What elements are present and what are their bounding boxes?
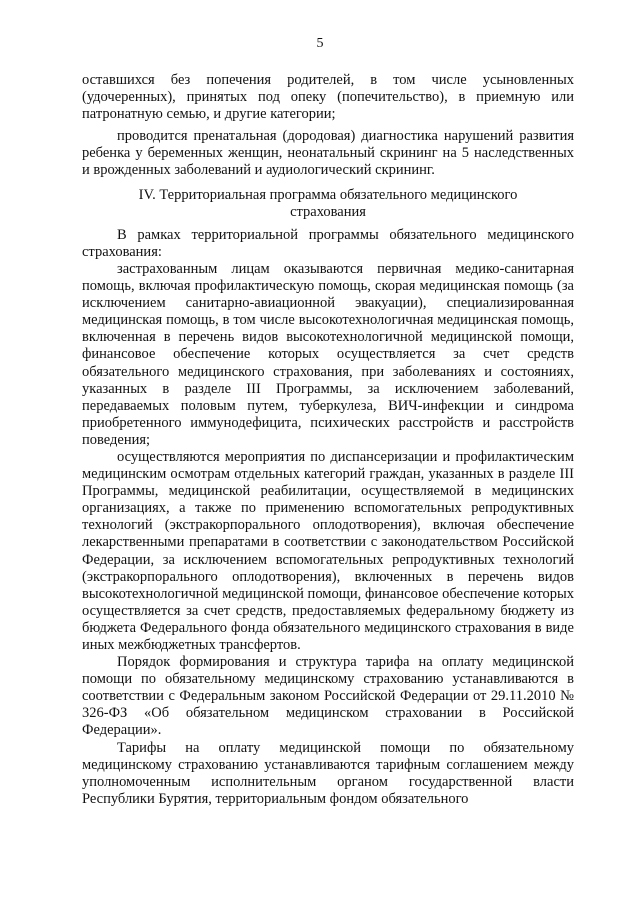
paragraph-tariffs: Тарифы на оплату медицинской помощи по обязательному медицинскому страхованию устанавливаются тарифным соглашением между уполномоченным исполнительным органом государственной власти Республики Бурятия, территориальным фондом обязательного: [82, 739, 574, 807]
paragraph-tariff-structure: Порядок формирования и структура тарифа на оплату медицинской помощи по обязательному медицинскому страхованию устанавливаются в соответствии с Федеральным законом Российской Федерации от 29.11.2010 № 326-ФЗ «Об обязательном медицинском страховании в Российской Федерации».: [82, 654, 574, 739]
paragraph-program-intro: В рамках территориальной программы обязательного медицинского страхования:: [82, 226, 574, 260]
paragraph-activities: осуществляются мероприятия по диспансеризации и профилактическим медицинским осмотрам отдельных категорий граждан, указанных в разделе III Программы, медицинской реабилитации, осуществляемой в медицинских организациях, а также по применению вспомогательных репродуктивных технологий (экстракорпорального оплодотворения), включая обеспечение лекарственными препаратами в соответствии с законодательством Российской Федерации, за исключением вспомогательных репродуктивных технологий (экстракорпорального оплодотворения), включенных в перечень видов высокотехнологичной медицинской помощи, финансовое обеспечение которых осуществляется за счет средств, предоставляемых федеральному бюджету из бюджета Федерального фонда обязательного медицинского страхования в виде иных межбюджетных трансфертов.: [82, 448, 574, 653]
section-heading: IV. Территориальная программа обязательного медицинского страхования: [138, 186, 518, 220]
document-body: [82, 72, 574, 808]
paragraph-prenatal-diagnostics: проводится пренатальная (дородовая) диагностика нарушений развития ребенка у беременных женщин, неонатальный скрининг на 5 наследственных и врожденных заболеваний и аудиологический скрининг.: [82, 128, 574, 179]
paragraph-insured-care: застрахованным лицам оказываются первичная медико-санитарная помощь, включая профилактическую помощь, скорая медицинская помощь (за исключением санитарно-авиационной эвакуации), специализированная медицинская помощь, в том числе высокотехнологичная медицинская помощь, включенная в перечень видов высокотехнологичной медицинской помощи, финансовое обеспечение которых осуществляется за счет средств обязательного медицинского страхования, при заболеваниях и состояниях, указанных в разделе III Программы, за исключением заболеваний, передаваемых половым путем, туберкулеза, ВИЧ-инфекции и синдрома приобретенного иммунодефицита, психических расстройств и расстройств поведения;: [82, 260, 574, 448]
paragraph-continuation: оставшихся без попечения родителей, в том числе усыновленных (удочеренных), принятых под опеку (попечительство), в приемную или патронатную семью, и другие категории;: [82, 72, 574, 123]
page-number: 5: [316, 36, 324, 51]
